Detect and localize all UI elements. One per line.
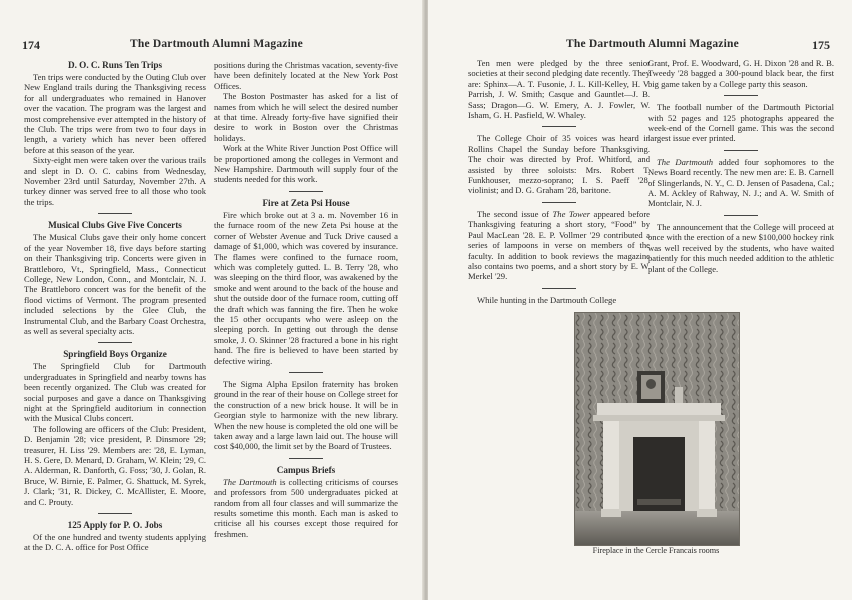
article-paragraph xyxy=(24,155,206,207)
article-heading: D. O. C. Runs Ten Trips xyxy=(67,60,163,70)
article-paragraph xyxy=(24,532,206,553)
article-paragraph xyxy=(214,210,398,366)
publication-title: The Dartmouth xyxy=(657,156,714,167)
section-divider xyxy=(98,513,132,514)
article-paragraph xyxy=(468,133,650,195)
article-heading: Fire at Zeta Psi House xyxy=(262,197,350,208)
paragraph-text: positions during the Christmas vacation, seventy-five have been definitely located at the New York Post Offices. xyxy=(214,60,398,91)
right-column-2 xyxy=(648,58,834,274)
article-heading: Campus Briefs xyxy=(276,464,336,475)
page-number: 174 xyxy=(22,38,40,52)
paragraph-text: is collecting criticisms of courses and professors from 500 undergraduates picked at random from all four classes and will summarize the results sometime this month. Each man is asked to criticise all his courses except those required for freshmen. xyxy=(214,476,398,539)
article-heading: Springfield Boys Organize xyxy=(63,349,167,360)
article-paragraph xyxy=(214,60,398,91)
article-paragraph xyxy=(24,72,206,155)
running-head: The Dartmouth Alumni Magazine xyxy=(130,38,303,50)
paragraph-text: Sixty-eight men were taken over the various trails and slept in D. O. C. cabins from Wednesday, November 23rd until Saturday, November 27th. A turkey dinner was served free to all those who took the trips. xyxy=(24,155,206,207)
article-paragraph xyxy=(468,58,650,120)
left-column-2 xyxy=(214,60,398,539)
photo-caption: Fireplace in the Cercle Francais rooms xyxy=(592,546,720,555)
article-heading: Musical Clubs Give Five Concerts xyxy=(48,220,182,231)
article-paragraph xyxy=(648,58,834,89)
section-divider xyxy=(724,95,758,96)
left-page xyxy=(0,0,424,600)
article-paragraph xyxy=(648,102,834,144)
paragraph-text: added four sophomores to the News Board recently. The new men are: E. B. Carnell of Slingerlands, N. Y., C. D. Jensen of Pasadena, Cal.; A. M. Ackley of Rahway, N. J.; and A. W. Smith of Montclair, N. J. xyxy=(648,156,835,209)
article-paragraph xyxy=(214,143,398,185)
section-divider xyxy=(542,202,576,203)
paragraph-text: Fire which broke out at 3 a. m. November 16 in the furnace room of the new Zeta Psi house at the corner of Webster Avenue and Tuck Drive caused a damage of $1,000, which was covered by insurance. The flames were confined to the furnace room, which was completely gutted. L. B. Terry '28, who was sleeping on the third floor, was awakened by the smoke and went around to the back of the house and shut the outside door of the furnace room, cutting off the draft which was fanning the fire. Then he woke the 15 other occupants who were asleep on the sleeping porch. In getting out through the dense smoke, J. O. Skinner '28 fractured a bone in his right hand. The fire is believed to have been started by defective wiring. xyxy=(214,209,398,366)
paragraph-text: The following are officers of the Club: President, D. Benjamin '28; vice president, P. Dinsmore '29; treasurer, H. Liss '29. Members are: '28, E. Lyman, H. S. Gere, D. Menard, D. Graham, W. Klein; '29, C. A. Alderman, R. Danforth, G. Foss; '30, J. Golan, R. Bruce, W. Birnie, E. Palmer, G. Shattuck, M. Syrek, J. Clark; '31, R. Dickey, C. McAllister, E. Moore, and C. Prouty. xyxy=(24,423,206,507)
article-paragraph xyxy=(214,379,398,452)
article-paragraph xyxy=(468,209,650,282)
article-paragraph xyxy=(24,232,206,336)
section-divider xyxy=(542,288,576,289)
paragraph-text: The Boston Postmaster has asked for a list of names from which he will select the desired number at that time. Already forty-five have signified their desire to work in Boston over the Christmas holidays. xyxy=(214,91,398,143)
article-paragraph xyxy=(214,477,398,539)
paragraph-text: The announcement that the College will proceed at once with the erection of a new $100,000 hockey rink was well received by the students, who have waited patiently for this much needed addition to the athletic plant of the College. xyxy=(648,221,834,274)
left-column-1 xyxy=(24,60,206,553)
paragraph-text: The Springfield Club for Dartmouth undergraduates in Springfield and nearby towns has been recently organized. The Club was created for social purposes and gave a dance on Thanksgiving night at the Springfield auditorium in connection with the Musical Clubs concert. xyxy=(24,361,206,424)
paragraph-text: While hunting in the Dartmouth College xyxy=(477,294,617,305)
article-paragraph xyxy=(468,295,650,305)
article-paragraph xyxy=(648,157,834,209)
section-divider xyxy=(542,126,576,127)
section-divider xyxy=(98,342,132,343)
paragraph-text: Ten trips were conducted by the Outing Club over New England trails during the Thanksgiving recess for all undergraduates who remained in Hanover over the vacation. The program was the largest and most comprehensive ever attempted in the history of the Club. The trips were from two to four days in length, a variety which has never been offered before at this season of the year. xyxy=(24,72,206,155)
section-divider xyxy=(724,150,758,151)
page-number: 175 xyxy=(812,38,830,52)
section-divider xyxy=(724,215,758,216)
running-head: The Dartmouth Alumni Magazine xyxy=(566,38,739,50)
paragraph-text: The Sigma Alpha Epsilon fraternity has broken ground in the rear of their house on College street for the construction of a new brick house. It will be in Georgian style to harmonize with the new library. When the new house is completed the old one will be taken away and a large lawn laid out. The house will cost $40,000, the limit set by the Board of Trustees. xyxy=(214,378,398,452)
article-paragraph xyxy=(648,222,834,274)
section-divider xyxy=(289,372,323,373)
paragraph-text: The College Choir of 35 voices was heard in Rollins Chapel the Sunday before Thanksgiving. The choir was directed by Prof. Whitford, and assisted by three soloists: Mrs. Robert T. Funkhouser, mezzo-soprano; I. S. Paeff '28, violinist; and D. G. Graham '28, baritone. xyxy=(468,133,650,196)
paragraph-text: The Musical Clubs gave their only home concert of the year November 18, five days before starting on their Thanksgiving trip. Concerts were given in Brattleboro, Vt., Springfield, Mass., Connecticut College, New London, Conn., and Montclair, N. J. The Brattleboro concert was for the benefit of the flood victims of Vermont. The program presented included selections by the Glee Club, the Instrumental Club, and the Barbary Coast Orchestra, as well as several specialty acts. xyxy=(24,232,206,336)
article-paragraph xyxy=(24,424,206,507)
article-paragraph xyxy=(24,361,206,423)
right-column-1 xyxy=(468,58,650,305)
article-paragraph xyxy=(214,91,398,143)
publication-title: The Tower xyxy=(552,208,591,219)
paragraph-text: Work at the White River Junction Post Office will be proportioned among the colleges in Vermont and New Hampshire. Dartmouth will supply four of the students needed for this work. xyxy=(214,143,398,185)
paragraph-text: Of the one hundred and twenty students applying at the D. C. A. office for Post Office xyxy=(24,532,206,553)
section-divider xyxy=(98,213,132,214)
article-heading: 125 Apply for P. O. Jobs xyxy=(67,520,163,531)
paragraph-text: Grant, Prof. E. Woodward, G. H. Dixon '28 and R. B. Tweedy '28 bagged a 300-pound black bear, the first big game taken by a College party this season. xyxy=(648,58,834,89)
section-divider xyxy=(289,458,323,459)
paragraph-text: The football number of the Dartmouth Pictorial with 52 pages and 125 photographs appeared the week-end of the Cornell game. This was the second largest issue ever printed. xyxy=(648,102,834,144)
section-divider xyxy=(289,191,323,192)
publication-title: The Dartmouth xyxy=(223,476,277,487)
paragraph-text: appeared before Thanksgiving featuring a short story, “Food” by Paul MacLean '28. E. P. Vollmer '29 contributed a series of lampoons in verse on members of the faculty. In addition to book reviews the magazine also contains two poems, and a short story by E. W. Merkel '29. xyxy=(468,208,651,282)
paragraph-lead: The second issue of xyxy=(477,208,553,219)
paragraph-text: Ten men were pledged by the three senior societies at their second pledging date recently. They are: Sphinx—A. T. Fusonie, J. L. Kill-Kelley, H. V. Parrish, J. W. Smith; Casque and Gauntlet—J. B. Sass; Dragon—G. W. Emery, A. J. Fowler, W. Isham, G. H. Pasfield, W. Whaley. xyxy=(468,58,650,121)
fireplace-photo xyxy=(574,312,740,546)
